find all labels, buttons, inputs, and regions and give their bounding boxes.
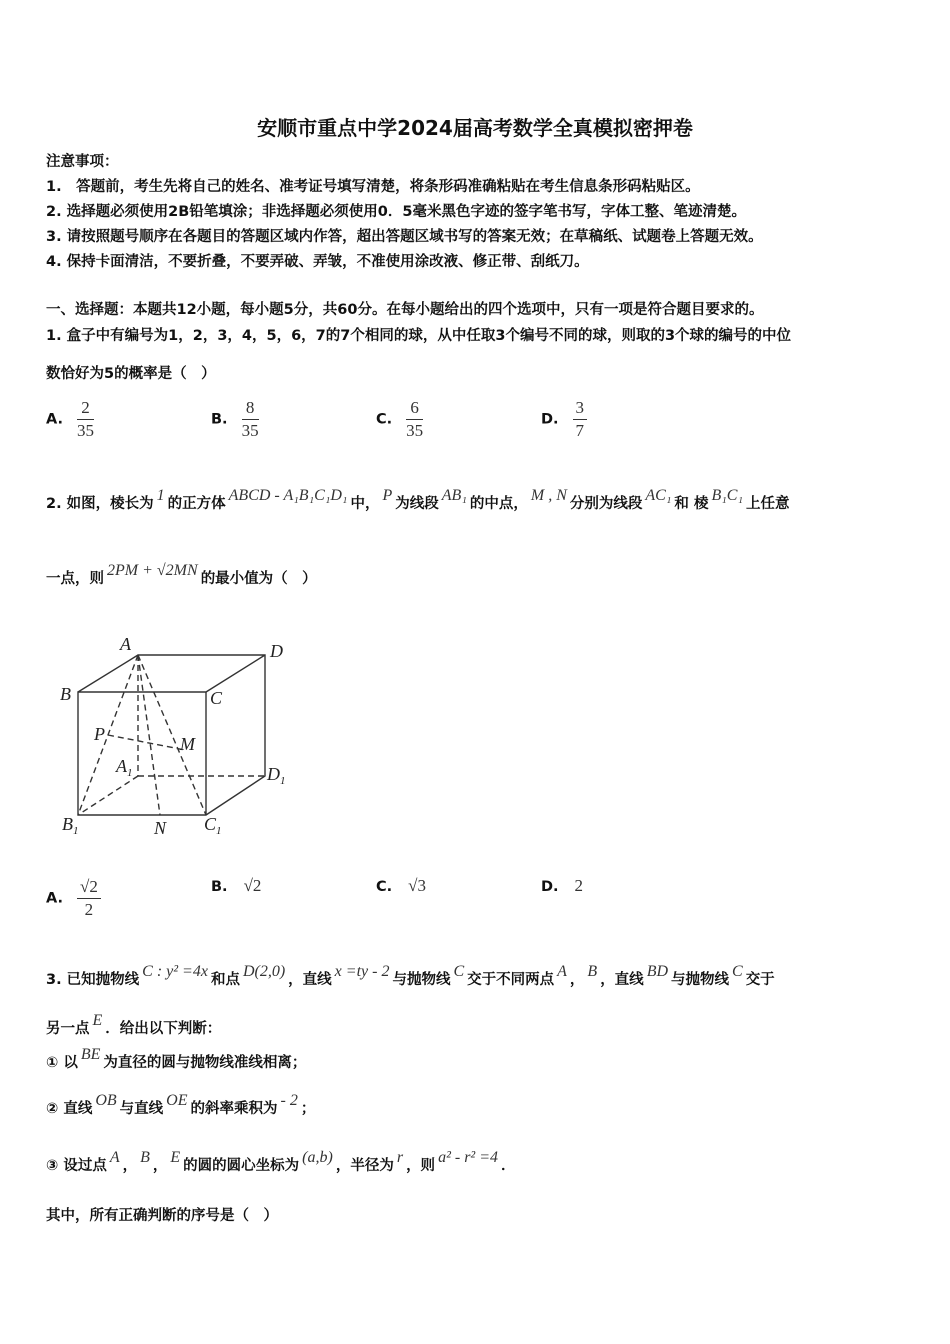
text-segment: 与直线 [119, 1101, 164, 1117]
numerator: 2 [77, 397, 94, 420]
option-label: C. [376, 411, 393, 428]
math-expression: B [587, 963, 598, 980]
math-expression: AB₁ [441, 487, 467, 504]
option-label: D. [541, 879, 559, 895]
numerator: 8 [242, 397, 259, 420]
option-label: B. [211, 879, 228, 895]
note-item: 1. 答题前，考生先将自己的姓名、准考证号填写清楚，将条形码准确粘贴在考生信息条形码粘贴区。 [46, 179, 700, 195]
math-expression: B₁C₁ [711, 487, 744, 504]
text-segment: 的中点， [469, 496, 528, 512]
text-segment: 为直径的圆与抛物线准线相离； [103, 1055, 307, 1071]
text-segment: 与抛物线 [671, 972, 730, 988]
option-d [541, 876, 583, 896]
text-segment: 的圆的圆心坐标为 [183, 1158, 300, 1174]
text-segment: ，直线 [600, 972, 644, 988]
math-expression: - 2 [280, 1092, 298, 1109]
math-expression: P [382, 487, 393, 504]
text-segment: ，半径为 [335, 1158, 394, 1174]
denominator: 35 [241, 421, 259, 440]
math-expression: ABCD - A₁B₁C₁D₁ [228, 487, 348, 504]
text-segment: 和点 [210, 972, 240, 988]
q1-text: 数恰好为5的概率是（ ） [46, 366, 216, 382]
math-expression: B [140, 1149, 150, 1166]
numerator: √2 [77, 876, 101, 899]
option-value: 2 [574, 876, 584, 895]
section-heading: 一、选择题：本题共12小题，每小题5分，共60分。在每小题给出的四个选项中，只有一项是符合题目要求的。 [46, 302, 764, 318]
text-segment: 交于 [745, 972, 775, 988]
denominator: 7 [575, 421, 585, 440]
label-M: M [180, 734, 195, 754]
option-label: D. [541, 411, 559, 428]
note-item: 4. 保持卡面清洁，不要折叠，不要弄破、弄皱，不准使用涂改液、修正带、刮纸刀。 [46, 254, 589, 270]
text-segment: 3. 已知抛物线 [46, 972, 140, 988]
text-segment: ； [300, 1101, 316, 1117]
text-segment: ． [501, 1158, 516, 1174]
q3-judgement-3 [46, 1149, 516, 1176]
label-B: B [60, 684, 71, 704]
q3-line1 [46, 963, 775, 990]
math-expression: A [109, 1149, 120, 1166]
option-label: C. [376, 879, 393, 895]
note-item: 3. 请按照题号顺序在各题目的答题区域内作答，超出答题区域书写的答案无效；在草稿纸、试题卷上答题无效。 [46, 229, 763, 245]
text-segment: 中， [350, 496, 380, 512]
option-label: B. [211, 411, 228, 428]
label-N: N [154, 818, 167, 838]
math-expression: r [396, 1149, 404, 1166]
label-D: D [270, 641, 283, 661]
label-P: P [94, 724, 105, 744]
text-segment: ， [122, 1158, 138, 1174]
math-expression: C : y² =4x [142, 963, 208, 980]
math-expression: 1 [156, 487, 165, 504]
math-expression: (a,b) [302, 1149, 333, 1166]
numerator: 6 [406, 397, 423, 420]
text-segment: 上任意 [746, 496, 790, 512]
option-b [211, 876, 261, 896]
math-expression: C [732, 963, 743, 980]
text-segment: ，则 [406, 1158, 436, 1174]
text-segment: ① 以 [46, 1055, 78, 1071]
notes-heading: 注意事项： [46, 154, 119, 170]
text-segment: 和 棱 [674, 496, 709, 512]
option-a [46, 876, 101, 921]
option-label: A. [46, 890, 63, 907]
label-C1: $C_1$ [204, 814, 222, 837]
math-expression: C [453, 963, 465, 980]
text-segment: 另一点 [46, 1021, 90, 1037]
math-expression: A [557, 963, 567, 980]
math-expression: BD [646, 963, 669, 980]
q3-judgement-2 [46, 1092, 316, 1119]
denominator: 2 [84, 900, 94, 919]
option-c [376, 876, 426, 896]
q3-judgement-1 [46, 1046, 307, 1073]
option-label: A. [46, 411, 63, 428]
text-segment: 的斜率乘积为 [190, 1101, 278, 1117]
cube-solid-edges [78, 655, 265, 815]
label-D1: $D_1$ [267, 764, 286, 787]
text-segment: 的最小值为（ ） [200, 571, 317, 587]
math-expression: E [170, 1149, 181, 1166]
text-segment: 的正方体 [167, 496, 226, 512]
text-segment: ② 直线 [46, 1101, 93, 1117]
math-expression: x =ty - 2 [334, 963, 390, 980]
label-B1: $B_1$ [62, 814, 79, 837]
math-expression: OE [166, 1092, 188, 1109]
text-segment: ③ 设过点 [46, 1158, 107, 1174]
math-expression: 2PM + √2MN [107, 562, 198, 579]
math-expression: a² - r² =4 [438, 1149, 499, 1166]
numerator: 3 [573, 397, 588, 420]
option-value: √2 [243, 876, 262, 895]
text-segment: ， [569, 972, 585, 988]
option-value: √3 [408, 876, 426, 895]
text-segment: 2. 如图，棱长为 [46, 496, 154, 512]
text-segment: 与抛物线 [392, 972, 451, 988]
math-expression: OB [95, 1092, 117, 1109]
text-segment: 交于不同两点 [467, 972, 555, 988]
note-item: 2. 选择题必须使用2B铅笔填涂；非选择题必须使用0．5毫米黑色字迹的签字笔书写，字体工整、笔迹清楚。 [46, 204, 746, 220]
text-segment: ，直线 [288, 972, 332, 988]
math-expression: E [92, 1012, 103, 1029]
math-expression: D(2,0) [242, 963, 286, 980]
text-segment: 为线段 [395, 496, 439, 512]
denominator: 35 [77, 421, 94, 440]
label-A: A [120, 634, 131, 654]
label-A1: $A_1$ [116, 756, 133, 779]
q3-question: 其中，所有正确判断的序号是（ ） [46, 1208, 278, 1224]
text-segment: 一点，则 [46, 571, 104, 587]
math-expression: BE [80, 1046, 101, 1063]
text-segment: ．给出以下判断： [105, 1021, 222, 1037]
label-C: C [210, 688, 223, 708]
denominator: 35 [406, 421, 424, 440]
fraction [77, 876, 101, 921]
q3-line2 [46, 1012, 222, 1039]
math-expression: AC₁ [645, 487, 672, 504]
page-title: 安顺市重点中学2024届高考数学全真模拟密押卷 [257, 116, 693, 140]
text-segment: ， [152, 1158, 168, 1174]
text-segment: 分别为线段 [569, 496, 643, 512]
math-expression: M , N [530, 487, 567, 504]
q1-text: 1. 盒子中有编号为1，2，3，4，5，6，7的7个相同的球，从中任取3个编号不同的球，则取的3个球的编号的中位 [46, 328, 792, 344]
cube-hidden-edges [78, 655, 265, 815]
